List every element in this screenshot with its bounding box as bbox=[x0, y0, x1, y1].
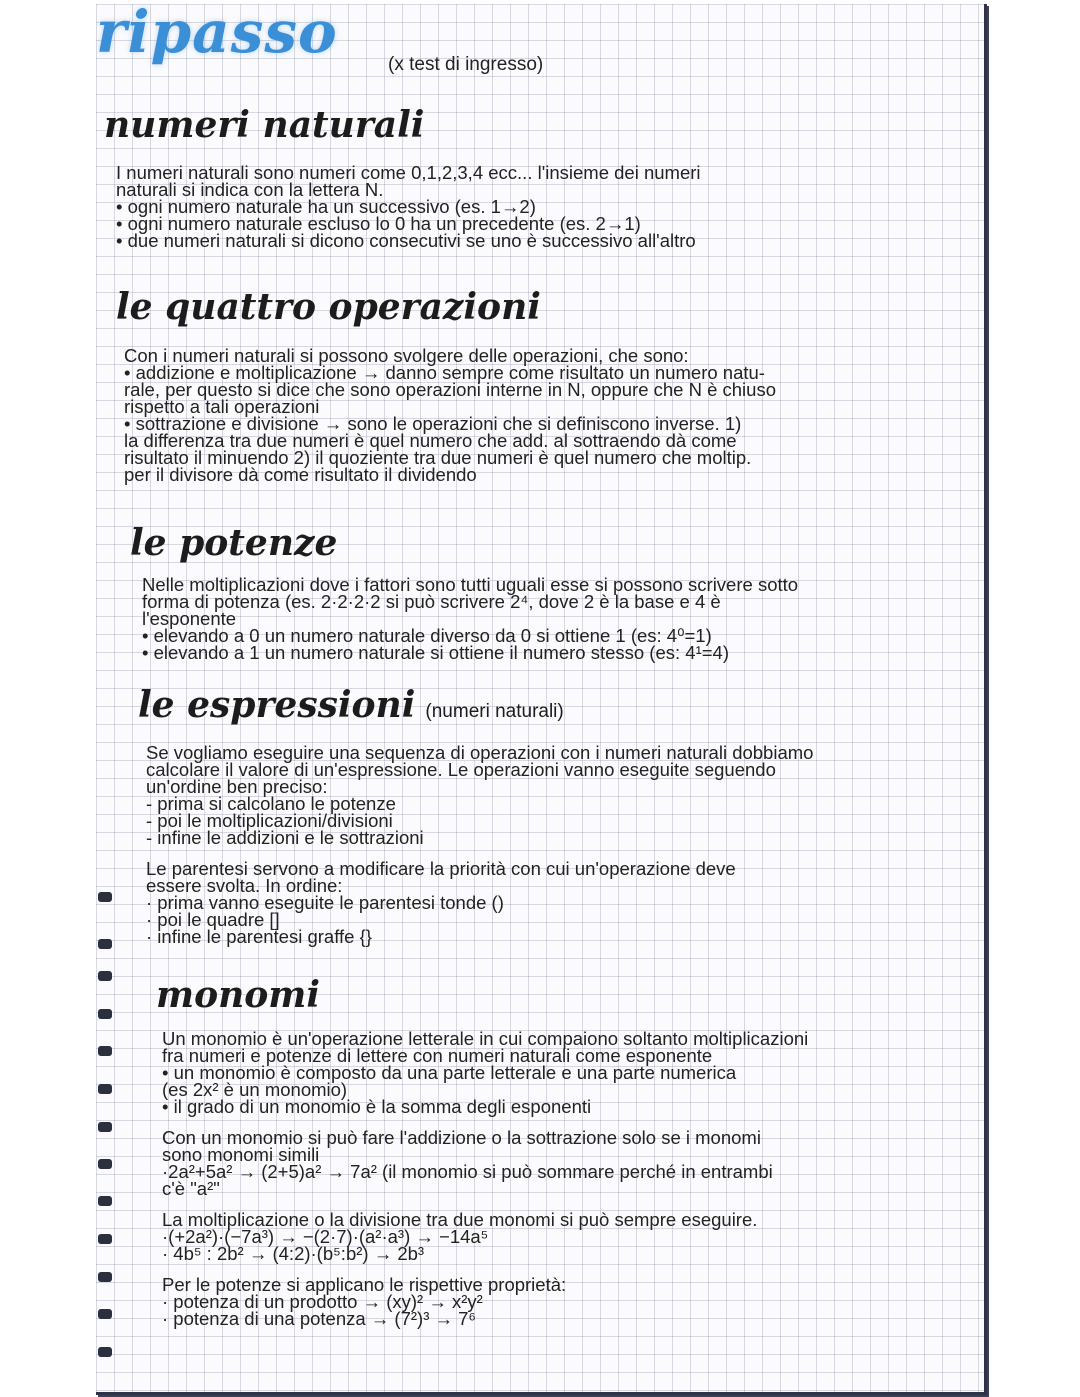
list-item: • ogni numero naturale escluso lo 0 ha un precedente (es. 2→1) bbox=[116, 213, 641, 234]
section-body-espressioni bbox=[146, 744, 813, 945]
list-item: · infine le parentesi graffe {} bbox=[146, 926, 372, 947]
text-line: (es 2x² è un monomio) bbox=[162, 1079, 348, 1100]
binder-ring bbox=[98, 1196, 112, 1206]
section-heading-potenze: le potenze bbox=[130, 522, 338, 564]
text-line: fra numeri e potenze di lettere con numeri naturali come esponente bbox=[162, 1045, 713, 1066]
list-item: • sottrazione e divisione → sono le operazioni che si definiscono inverse. 1) bbox=[124, 413, 742, 434]
example-line: ·2a²+5a² → (2+5)a² → 7a² (il monomio si può sommare perché in entrambi bbox=[162, 1161, 773, 1182]
text-line: calcolare il valore di un'espressione. Le operazioni vanno eseguite seguendo bbox=[146, 759, 776, 780]
list-item: • elevando a 1 un numero naturale si ottiene il numero stesso (es: 4¹=4) bbox=[142, 642, 729, 663]
text-line: La moltiplicazione o la divisione tra due monomi si può sempre eseguire. bbox=[162, 1209, 758, 1230]
list-item: • un monomio è composto da una parte letterale e una parte numerica bbox=[162, 1062, 737, 1083]
list-item: - infine le addizioni e le sottrazioni bbox=[146, 827, 424, 848]
section-heading-monomi: monomi bbox=[156, 974, 321, 1016]
text-line: Se vogliamo eseguire una sequenza di operazioni con i numeri naturali dobbiamo bbox=[146, 742, 814, 763]
text-line: per il divisore dà come risultato il dividendo bbox=[124, 464, 477, 485]
section-heading-numeri-naturali: numeri naturali bbox=[104, 104, 425, 146]
binder-ring bbox=[98, 1009, 112, 1019]
binder-ring bbox=[98, 1272, 112, 1282]
text-line: Per le potenze si applicano le rispettive proprietà: bbox=[162, 1274, 567, 1295]
example-line: · 4b⁵ : 2b² → (4:2)·(b⁵:b²) → 2b³ bbox=[162, 1243, 425, 1264]
section-body-quattro-operazioni bbox=[124, 347, 776, 483]
page-title: ripasso bbox=[96, 4, 338, 66]
text-line: c'è "a²" bbox=[162, 1178, 220, 1199]
list-item: · poi le quadre [] bbox=[146, 909, 280, 930]
text-line: Con un monomio si può fare l'addizione o la sottrazione solo se i monomi bbox=[162, 1127, 761, 1148]
text-line: essere svolta. In ordine: bbox=[146, 875, 343, 896]
list-item: - prima si calcolano le potenze bbox=[146, 793, 396, 814]
text-line: sono monomi simili bbox=[162, 1144, 320, 1165]
text-line: l'esponente bbox=[142, 608, 237, 629]
list-item: • elevando a 0 un numero naturale diverso da 0 si ottiene 1 (es: 4⁰=1) bbox=[142, 625, 712, 646]
text-line: Le parentesi servono a modificare la priorità con cui un'operazione deve bbox=[146, 858, 736, 879]
binder-ring bbox=[98, 1084, 112, 1094]
binder-ring bbox=[98, 1234, 112, 1244]
notebook-page bbox=[96, 4, 987, 1395]
binder-ring bbox=[98, 1122, 112, 1132]
list-item: · prima vanno eseguite le parentesi tonde () bbox=[146, 892, 504, 913]
list-item: • addizione e moltiplicazione → danno sempre come risultato un numero natu- bbox=[124, 362, 765, 383]
binder-ring bbox=[98, 1309, 112, 1319]
list-item: • il grado di un monomio è la somma degli esponenti bbox=[162, 1096, 592, 1117]
binder-ring bbox=[98, 892, 112, 902]
list-item: · potenza di un prodotto → (xy)² → x²y² bbox=[162, 1291, 483, 1312]
section-body-monomi bbox=[162, 1030, 808, 1327]
example-line: ·(+2a²)·(−7a³) → −(2·7)·(a²·a³) → −14a⁵ bbox=[162, 1226, 489, 1247]
list-item: • ogni numero naturale ha un successivo (es. 1→2) bbox=[116, 196, 536, 217]
heading-note: (numeri naturali) bbox=[425, 701, 564, 722]
section-body-potenze bbox=[142, 576, 798, 661]
list-item: - poi le moltiplicazioni/divisioni bbox=[146, 810, 393, 831]
binder-ring bbox=[98, 1347, 112, 1357]
binder-ring bbox=[98, 1046, 112, 1056]
text-line: un'ordine ben preciso: bbox=[146, 776, 328, 797]
section-heading-espressioni bbox=[138, 684, 564, 726]
section-heading-quattro-operazioni: le quattro operazioni bbox=[116, 286, 541, 328]
section-body-numeri-naturali bbox=[116, 164, 701, 249]
text-line: forma di potenza (es. 2·2·2·2 si può scrivere 2⁴, dove 2 è la base e 4 è bbox=[142, 591, 721, 612]
text-line: Un monomio è un'operazione letterale in cui compaiono soltanto moltiplicazioni bbox=[162, 1028, 809, 1049]
list-item: · potenza di una potenza → (7²)³ → 7⁶ bbox=[162, 1308, 477, 1329]
text-line: I numeri naturali sono numeri come 0,1,2,3,4 ecc... l'insieme dei numeri bbox=[116, 162, 701, 183]
text-line: naturali si indica con la lettera N. bbox=[116, 179, 384, 200]
binder-ring bbox=[98, 1159, 112, 1169]
text-line: risultato il minuendo 2) il quoziente tra due numeri è quel numero che moltip. bbox=[124, 447, 752, 468]
text-line: Con i numeri naturali si possono svolgere delle operazioni, che sono: bbox=[124, 345, 689, 366]
heading-text: le espressioni bbox=[138, 684, 416, 726]
binder-ring bbox=[98, 971, 112, 981]
page-subtitle: (x test di ingresso) bbox=[388, 54, 544, 75]
text-line: la differenza tra due numeri è quel numero che add. al sottraendo dà come bbox=[124, 430, 737, 451]
text-line: rale, per questo si dice che sono operazioni interne in N, oppure che N è chiuso bbox=[124, 379, 776, 400]
list-item: • due numeri naturali si dicono consecutivi se uno è successivo all'altro bbox=[116, 230, 696, 251]
text-line: Nelle moltiplicazioni dove i fattori sono tutti uguali esse si possono scrivere sotto bbox=[142, 574, 799, 595]
binder-ring bbox=[98, 939, 112, 949]
text-line: rispetto a tali operazioni bbox=[124, 396, 320, 417]
